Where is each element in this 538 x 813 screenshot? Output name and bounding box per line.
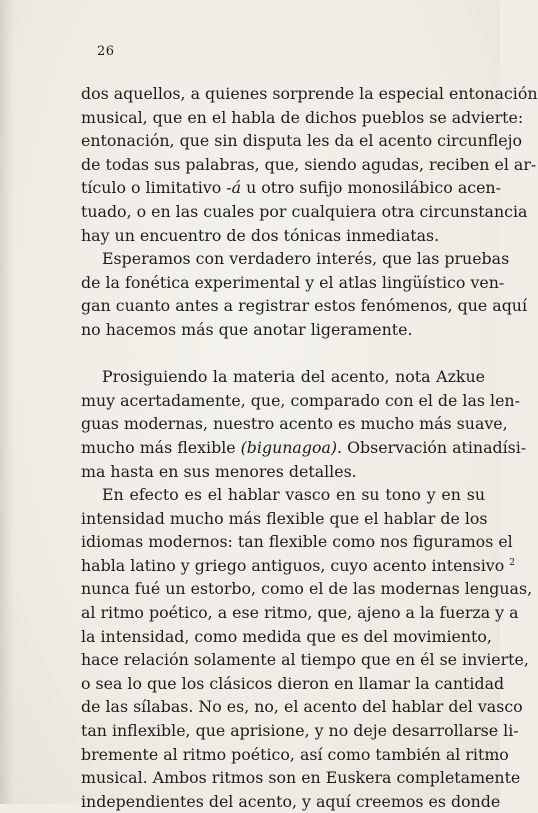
text-line: tan inflexible, que aprisione, y no deje desarrollarse li- xyxy=(81,721,519,741)
text-line: Esperamos con verdadero interés, que las pruebas xyxy=(102,249,510,269)
text-line: Prosiguiendo la materia del acento, nota Azkue xyxy=(102,367,485,387)
text-line: hay un encuentro de dos tónicas inmediatas. xyxy=(81,225,440,245)
text-line: musical, que en el habla de dichos pueblos se advierte: xyxy=(81,107,524,127)
text-line: de todas sus palabras, que, siendo agudas, reciben el ar- xyxy=(81,154,537,174)
text-line: dos aquellos, a quienes sorprende la especial entonación xyxy=(81,84,538,103)
binding-shadow xyxy=(0,0,14,804)
text-line: no hacemos más que anotar ligeramente. xyxy=(81,319,413,339)
text-line: gan cuanto antes a registrar estos fenómenos, que aquí xyxy=(81,296,528,316)
text-line: bremente al ritmo poético, así como también al ritmo xyxy=(81,744,509,764)
text-line: tuado, o en las cuales por cualquiera otra circunstancia xyxy=(81,201,528,221)
text-line: o sea lo que los clásicos dieron en llamar la cantidad xyxy=(81,673,505,693)
text-line: nunca fué un estorbo, como el de las modernas lenguas, xyxy=(81,579,533,599)
text-line: musical. Ambos ritmos son en Euskera completamente xyxy=(81,768,521,788)
text-line: de las sílabas. No es, no, el acento del hablar del vasco xyxy=(81,697,523,717)
body-text xyxy=(81,82,538,813)
text-line: muy acertadamente, que, comparado con el de las len- xyxy=(81,390,520,410)
text-line: guas modernas, nuestro acento es mucho más suave, xyxy=(81,414,508,434)
text-line: En efecto es el hablar vasco en su tono y en su xyxy=(102,485,485,505)
text-line: de la fonética experimental y el atlas lingüístico ven- xyxy=(81,272,505,292)
text-line: al ritmo poético, a ese ritmo, que, ajeno a la fuerza y a xyxy=(81,603,519,623)
text-line: idiomas modernos: tan flexible como nos figuramos el xyxy=(81,532,513,552)
text-line: tículo o limitativo -á u otro sufijo monosilábico acen- xyxy=(81,178,501,198)
italic-term: -á xyxy=(226,178,242,198)
text-line: independientes del acento, y aquí creemos es donde xyxy=(81,791,501,811)
italic-term: (bigunagoa) xyxy=(240,437,338,457)
footnote-marker: 2 xyxy=(509,557,515,568)
text-line: ma hasta en sus menores detalles. xyxy=(81,461,357,481)
text-line: hace relación solamente al tiempo que en él se invierte, xyxy=(81,650,529,670)
text-line: intensidad mucho más flexible que el hablar de los xyxy=(81,508,488,528)
section-gap xyxy=(81,342,485,366)
page-number: 26 xyxy=(97,44,115,59)
text-line: habla latino y griego antiguos, cuyo acento intensivo $^2$ xyxy=(81,555,515,575)
text-line: la intensidad, como medida que es del movimiento, xyxy=(81,626,492,646)
text-line: entonación, que sin disputa les da el acento circunflejo xyxy=(81,131,523,151)
text-line: mucho más flexible (bigunagoa). Observación atinadísi- xyxy=(81,437,527,457)
